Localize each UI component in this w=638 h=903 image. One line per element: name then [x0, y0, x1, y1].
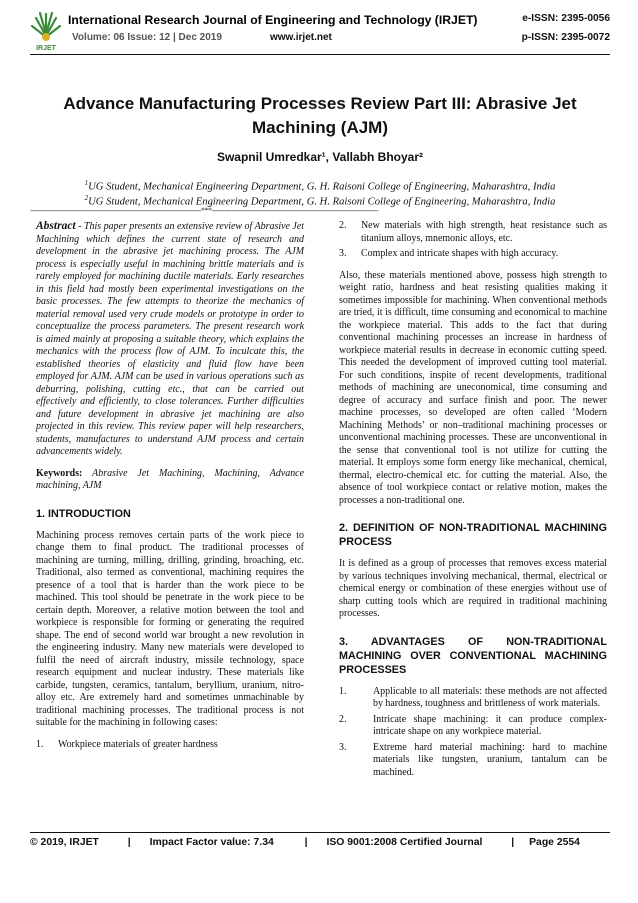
right-column	[339, 220, 607, 782]
left-column	[36, 220, 304, 754]
list-item: 1. Applicable to all materials: these methods are not affected by hardness, toughness and brittleness of work materials.	[339, 685, 607, 709]
keywords-text: Abrasive Jet Machining, Machining, Advance machining, AJM	[36, 467, 304, 491]
list-item: 2. New materials with high strength, heat resistance such as titanium alloys, mnemonic alloys, etc.	[339, 220, 607, 244]
irjet-logo	[30, 10, 62, 52]
intro-continued-paragraph: Also, these materials mentioned above, possess high strength to weight ratio, hardness and heat resisting qualities making it sometimes impossible for machining. When conventional methods are tried, it is difficult, time consuming and economical to machine the workpiece material. This adds to the fact that during conventional machining processes an increase in hardness of workpiece material results in decrease in economic cutting speed. This needed the development of improved cutting tool material. For such conditions, inspite of recent developments, traditional methods of machining are uneconomical, time consuming and degree of accuracy and surface finish and poor. The newer machine processes, so developed are often called ‘Modern Machining Methods’ or non–traditional machining processes or unconventional machining processes. These are unconventional in the sense that conventional tool is not utilize for cutting the material. It employs some form energy like mechanical, chemical, thermal, electro-chemical etc. for cutting the material. Also, the absence of tool workpiece contact or relative motion, makes the processes a non-traditional one.	[339, 269, 607, 506]
journal-website-link[interactable]: www.irjet.net	[270, 32, 332, 43]
header-rule	[30, 54, 610, 55]
affiliation-2: $^2$UG Student, Mechanical Engineering Department, G. H. Raisoni College of Engineering, Maharashtra, India	[84, 194, 556, 208]
page-footer	[30, 837, 610, 848]
list-item: 1. Workpiece materials of greater hardness	[36, 738, 218, 750]
list-item: 2. Intricate shape machining: it can produce complex-intricate shape on any workpiece material.	[339, 713, 607, 737]
footer-impact-factor: Impact Factor value: 7.34	[149, 837, 274, 848]
footer-page-number: Page 2554	[529, 837, 580, 848]
intro-paragraph: Machining process removes certain parts of the work piece to change them to final product. The traditional processes of machining are turning, milling, drilling, grinding, broaching, etc. Traditional, also termed as conventional, machining requires the presence of a tool that is harder than the work piece to be machined. This tool should be penetrate in the work piece to be certain depth. Moreover, a relative motion between the tool and workpiece is responsible for forming or generating the required shape. The end of second world war brought a new revolution in the engineering industry. Many new materials were developed to fulfil the need of aircraft industry, missile technology, space research equipment and nuclear industry. These materials like carbide, tungsten, ceramics, tantalum, beryllium, uranium, nitro-alloy etc. Are extremely hard and sometimes unmachinable by traditional machining processes. The traditional process is not suitable for the machining in following cases:	[36, 529, 304, 728]
footer-separator: |	[511, 837, 515, 848]
volume-issue: Volume: 06 Issue: 12 | Dec 2019	[72, 32, 222, 43]
abstract-label: Abstract	[36, 220, 76, 232]
journal-header	[30, 10, 610, 54]
logo-text: IRJET	[36, 45, 56, 52]
footer-iso: ISO 9001:2008 Certified Journal	[326, 837, 483, 848]
p-issn: p-ISSN: 2395-0072	[521, 32, 610, 43]
footer-separator: |	[304, 837, 308, 848]
intro-heading: 1. INTRODUCTION	[36, 507, 131, 520]
paper-title: Advance Manufacturing Processes Review Part III: Abrasive Jet Machining (AJM)	[63, 94, 577, 137]
keywords-label: Keywords:	[36, 467, 83, 479]
abstract-text: - This paper presents an extensive review of Abrasive Jet Machining which defines the current state of research and development in the abrasive jet machining process. The AJM process is especially useful in machining brittle materials and is rarely employed for machining ductile materials. Early researches in this field had mostly been experimental investigations on the basic processes. The few attempts to theorize the mechanics of material removal used very crude models or prototype in order to conceptualize the process parameters. The present research work is aimed mainly at proposing a suitable theory, which explains the mechanics with the process flow of AJM. To inculcate this, the established theories of elasticity and fluid flow have been employed for AJM. AJM can be used in various operations such as deburring, polishing, cutting etc., that can be carried out effectively and efficiently, to close tolerances. Further difficulties and future development in abrasive jet machining are also projected in this review. This review paper will help researchers, students, manufactures to understand AJM process and certain advancements widely.	[36, 221, 305, 457]
footer-copyright: © 2019, IRJET	[30, 837, 99, 848]
advantages-heading: 3. ADVANTAGES OF NON-TRADITIONAL MACHINING OVER CONVENTIONAL MACHINING PROCESSES	[339, 635, 607, 676]
section-divider: -------------------------------------------------------------------------------***-----------------------------------------------------------------------------	[30, 206, 379, 215]
paper-authors: Swapnil Umredkar¹, Vallabh Bhoyar²	[216, 150, 424, 164]
definition-paragraph: It is defined as a group of processes that removes excess material by various techniques involving mechanical, thermal, electrical or chemical energy or combination of these energies without use of sharp cutting tools which are required in traditional machining processes.	[339, 558, 607, 619]
keywords-paragraph	[36, 468, 304, 493]
footer-rule	[30, 832, 610, 833]
list-item: 3. Extreme hard material machining: hard to machine materials like tungsten, uranium, tantalum can be machined.	[339, 741, 607, 778]
footer-separator: |	[127, 837, 131, 848]
abstract-paragraph	[36, 220, 304, 459]
affiliation-1: $^1$UG Student, Mechanical Engineering Department, G. H. Raisoni College of Engineering, Maharashtra, India	[84, 179, 556, 193]
definition-heading: 2. DEFINITION OF NON-TRADITIONAL MACHINING PROCESS	[339, 522, 607, 548]
list-item: 3. Complex and intricate shapes with high accuracy.	[339, 248, 559, 259]
journal-name: International Research Journal of Engineering and Technology (IRJET)	[68, 13, 478, 27]
e-issn: e-ISSN: 2395-0056	[522, 13, 610, 24]
